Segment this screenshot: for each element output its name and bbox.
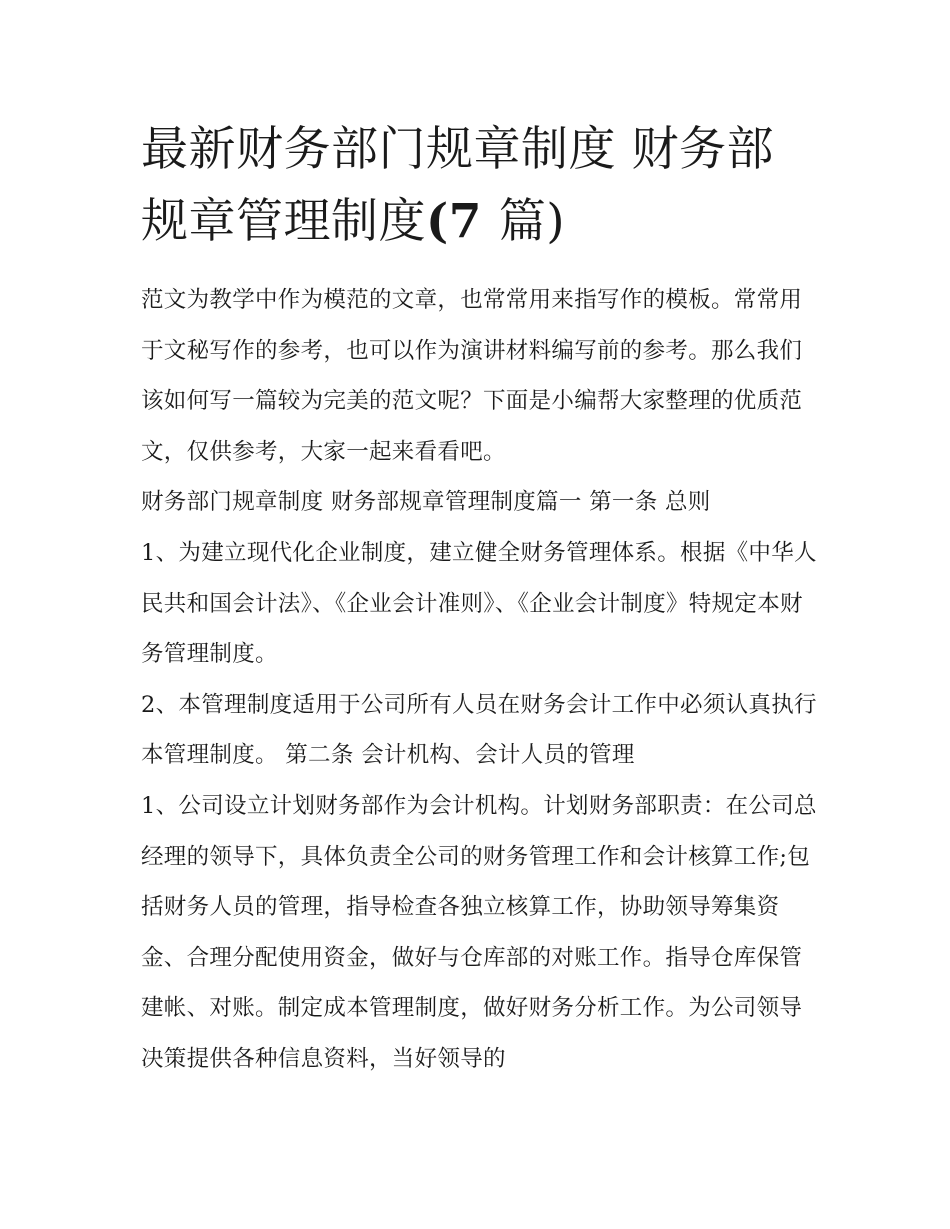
paragraph-1: 1、为建立现代化企业制度，建立健全财务管理体系。根据《中华人民共和国会计法》、《企业会计准则》、《企业会计制度》特规定本财务管理制度。 <box>141 539 817 668</box>
title-suffix: 篇) <box>498 194 566 249</box>
intro-paragraph: 范文为教学中作为模范的文章，也常常用来指写作的模板。常常用于文秘写作的参考，也可以作为演讲材料编写前的参考。那么我们该如何写一篇较为完美的范文呢？下面是小编帮大家整理的优质范文，仅供参考，大家一起来看看吧。 <box>141 287 803 465</box>
section-heading: 财务部门规章制度 财务部规章管理制度篇一 第一条 总则 <box>141 489 711 516</box>
title-count: (7 <box>426 194 499 249</box>
document-content <box>141 114 821 1085</box>
title-line-2: 规章管理制度 <box>141 194 426 249</box>
paragraph-2: 2、本管理制度适用于公司所有人员在财务会计工作中必须认真执行本管理制度。 第二条 会计机构、会计人员的管理 <box>141 691 817 769</box>
paragraph-3: 1、公司设立计划财务部作为会计机构。计划财务部职责：在公司总经理的领导下，具体负责全公司的财务管理工作和会计核算工作;包括财务人员的管理，指导检查各独立核算工作，协助领导筹集资金、合理分配使用资金，做好与仓库部的对账工作。指导仓库保管建帐、对账。制定成本管理制度，做好财务分析工作。为公司领导决策提供各种信息资料，当好领导的 <box>141 792 817 1072</box>
title-line-1: 最新财务部门规章制度 财务部 <box>141 122 774 177</box>
document-title <box>141 114 821 258</box>
